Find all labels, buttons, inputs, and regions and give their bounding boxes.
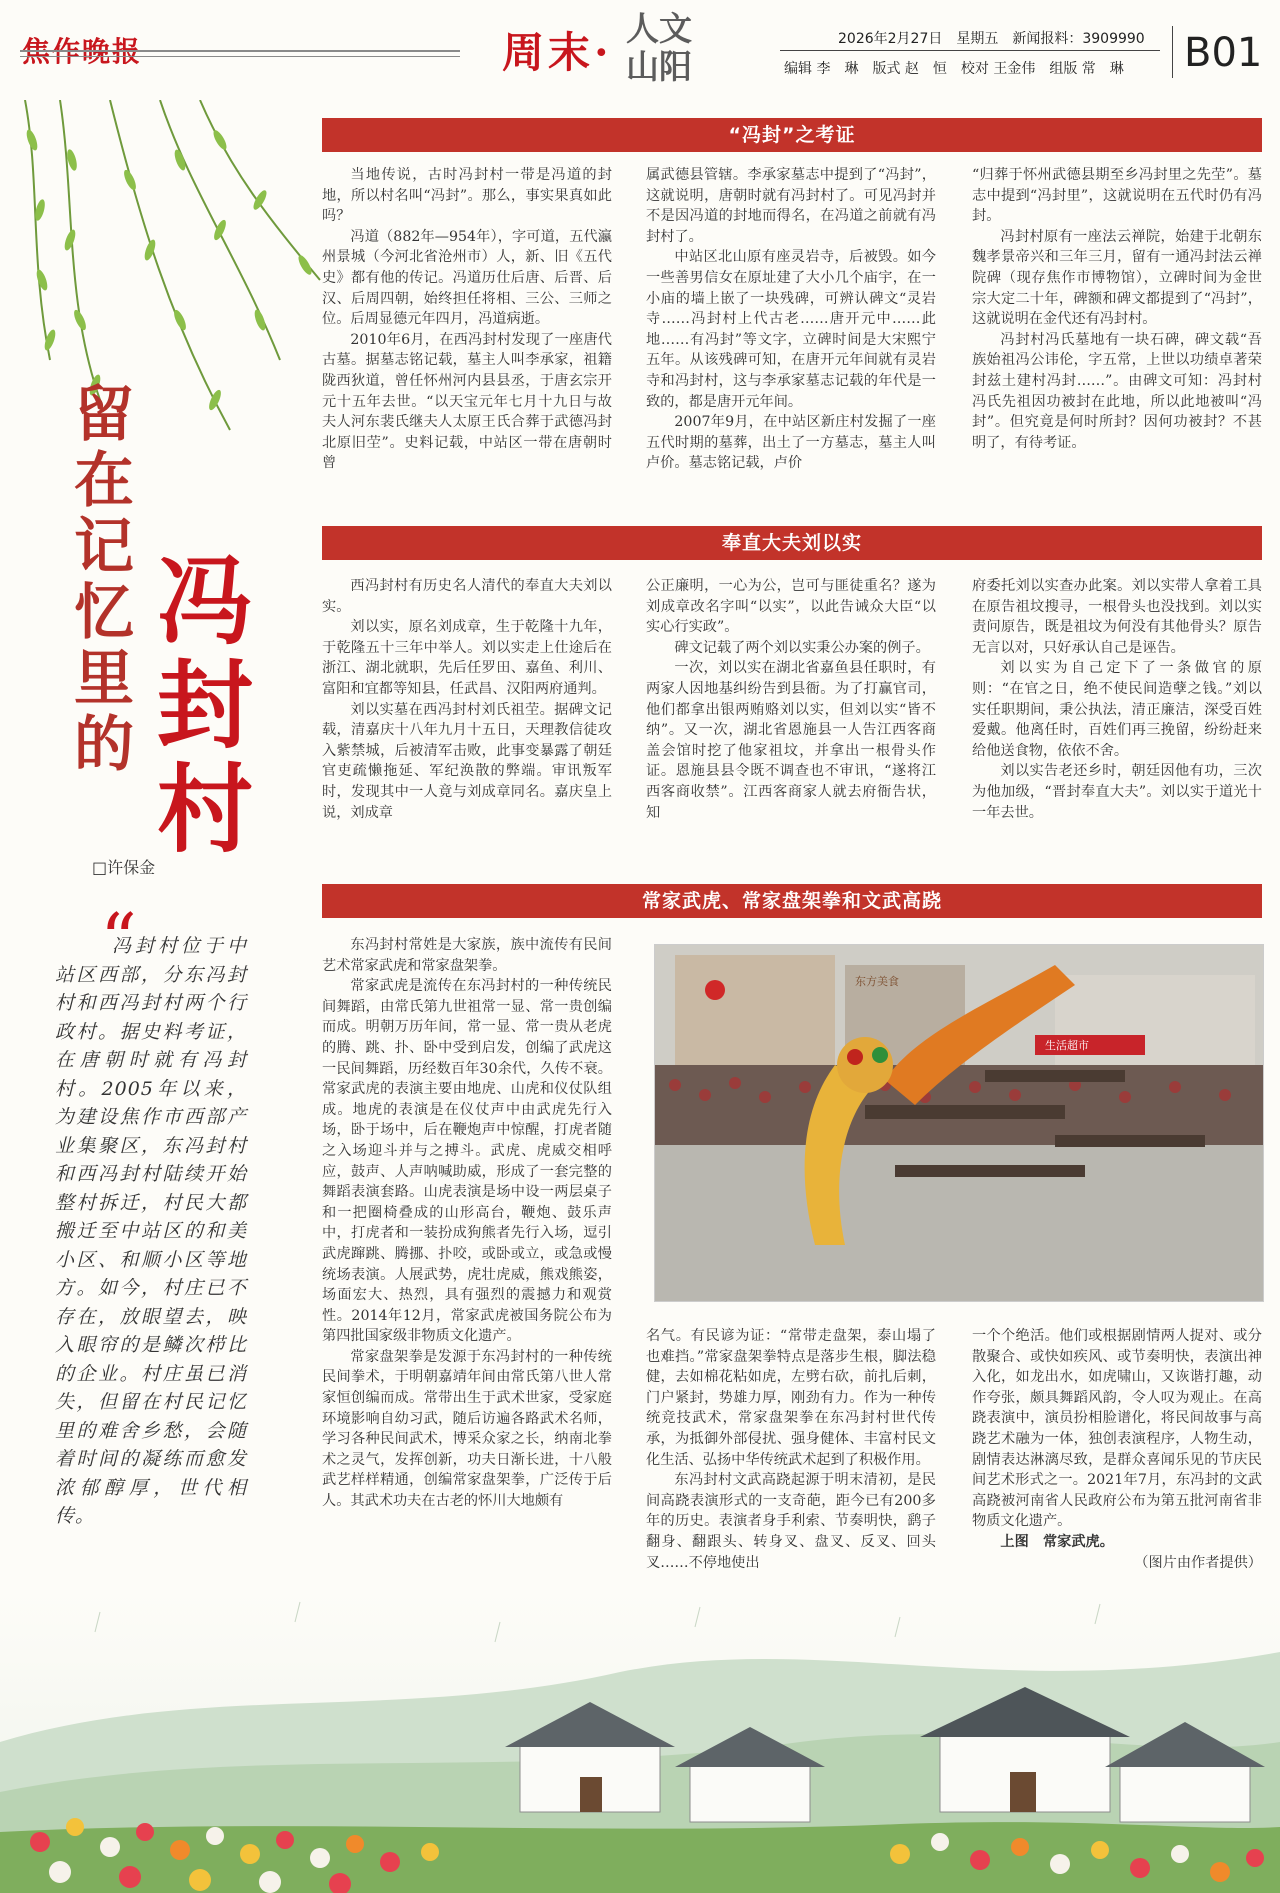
dateline: 2026年2月27日 星期五 新闻报料：3909990 <box>838 31 1145 47</box>
photo-caption: 上图 常家武虎。 <box>1000 1533 1114 1550</box>
paragraph: 碑文记载了两个刘以实秉公办案的例子。 <box>674 639 930 656</box>
editors-credit: 编辑 李 琳 版式 赵 恒 校对 王金伟 组版 常 琳 <box>784 61 1124 77</box>
header-divider <box>1172 26 1173 78</box>
paragraph: 当地传说，古时冯封村一带是冯道的封地，所以村名叫“冯封”。那么，事实果真如此吗？ <box>322 167 612 225</box>
section-name-line: 山阳 <box>626 47 692 86</box>
article-column <box>972 1326 1262 1573</box>
paragraph: 2010年6月，在西冯封村发现了一座唐代古墓。据墓志铭记载，墓主人叫李承家，祖籍陇西狄道，曾任怀州河内县县丞，于唐玄宗开元十五年去世。“以天宝元年七月十九日与故夫人河东裴氏继夫人太原王氏合葬于武德冯封北原旧茔”。史料记载，中站区一带在唐朝时曾 <box>322 331 612 472</box>
paragraph: 冯道（882年—954年），字可道，五代瀛州景城（今河北省沧州市）人，新、旧《五代史》都有他的传记。冯道历仕后唐、后晋、后汉、后周四朝，始终担任将相、三公、三师之位。后周显德元年四月，冯道病逝。 <box>322 228 612 328</box>
paragraph: 刘以实墓在西冯封村刘氏祖茔。据碑文记载，清嘉庆十八年九月十五日，天理教信徒攻入紫禁城，后被清军击败，此事变暴露了朝廷官吏疏懒拖延、军纪涣散的弊端。审讯叛军时，发现其中一人竟与刘成章同名。嘉庆皇上说，刘成章 <box>322 701 612 821</box>
paragraph: 东冯封村文武高跷起源于明末清初，是民间高跷表演形式的一支奇葩，距今已有200多年的历史。表演者身手利索、节奏明快，鹞子翻身、翻跟头、转身叉、盘叉、反叉、回头叉……不停地使出 <box>646 1472 936 1571</box>
section-name-line: 人文 <box>626 9 692 48</box>
paragraph: 属武德县管辖。李承家墓志中提到了“冯封”，这就说明，唐朝时就有冯封村了。可见冯封并不是因冯道的封地而得名，在冯道之前就有冯封村了。 <box>646 167 936 245</box>
article-column <box>322 935 612 1512</box>
paragraph: 刘以实，原名刘成章，生于乾隆十九年，于乾隆五十三年中举人。刘以实走上仕途后在浙江、湖北就职，先后任罗田、嘉鱼、利川、富阳和宜都等知县，任武昌、汉阳两府通判。 <box>322 619 612 697</box>
article-column <box>646 1326 936 1573</box>
header-rule <box>20 50 460 52</box>
article-column <box>972 165 1262 453</box>
photo-sign: 生活超市 <box>1045 1039 1089 1052</box>
section-title-bar: 奉直大夫刘以实 <box>322 526 1262 560</box>
paragraph: 2007年9月，在中站区新庄村发掘了一座五代时期的墓葬，出土了一方墓志，墓主人叫卢价。墓志铭记载，卢价 <box>646 414 936 472</box>
village-flower-illustration <box>0 1592 1280 1893</box>
paragraph: 西冯封村有历史名人清代的奉直大夫刘以实。 <box>322 578 612 615</box>
headline-part-1: 留在记忆里的 <box>74 380 134 780</box>
section-title-bar: 常家武虎、常家盘架拳和文武高跷 <box>322 884 1262 918</box>
paragraph: 冯封村冯氏墓地有一块石碑，碑文载“吾族始祖冯公讳伦，字五常，上世以功绩卓著荣封兹土建村冯封……”。由碑文可知：冯封村冯氏先祖因功被封在此地，所以此地被叫“冯封”。但究竟是何时所封？因何功被封？不甚明了，有待考证。 <box>972 331 1262 451</box>
article-column <box>322 576 612 823</box>
header-rule <box>780 50 1160 51</box>
article-column <box>646 165 936 474</box>
article-column <box>322 165 612 474</box>
paragraph: 一次，刘以实在湖北省嘉鱼县任职时，有两家人因地基纠纷告到县衙。为了打赢官司，他们都拿出银两贿赂刘以实，但刘以实“皆不纳”。又一次，湖北省恩施县一人告江西客商盖会馆时挖了他家祖坟，并拿出一根骨头作证。恩施县县令既不调查也不审讯，“遂将江西客商收禁”。江西客商家人就去府衙告状，知 <box>646 660 936 821</box>
paragraph: 府委托刘以实查办此案。刘以实带人拿着工具在原告祖坟搜寻，一根骨头也没找到。刘以实责问原告，既是祖坟为何没有其他骨头？原告无言以对，只好承认自己是诬告。 <box>972 578 1262 656</box>
paragraph: 常家盘架拳是发源于东冯封村的一种传统民间拳术，于明朝嘉靖年间由常氏第八世人常家恒创编而成。常带出生于武术世家，受家庭环境影响自幼习武，随后访遍各路武术名师，学习各种民间武术，博采众家之长，纳南北拳术之灵气，发挥创新，功夫日渐长进，十八般武艺样样精通，创编常家盘架拳，广泛传于后人。其武术功夫在古老的怀川大地颇有 <box>322 1348 612 1510</box>
paragraph: 公正廉明，一心为公，岂可与匪徒重名？遂为刘成章改名字叫“以实”，以此告诫众大臣“以实心行实政”。 <box>646 578 936 636</box>
paragraph: 名气。有民谚为证：“常带走盘架，泰山塌了也难挡。”常家盘架拳特点是落步生根，脚法稳健，去如棉花粘如虎，左劈右砍，前扎后刺，门户紧封，势雄力厚，刚劲有力。作为一种传统竞技武术，常家盘架拳在东冯封村世代传承，为抵御外部侵扰、强身健体、丰富村民文化生活、弘扬中华传统武术起到了积极作用。 <box>646 1328 936 1468</box>
weekend-label: 周末· <box>502 28 613 77</box>
page-number: B01 <box>1184 30 1263 76</box>
paragraph: “归葬于怀州武德县期至乡冯封里之先茔”。墓志中提到“冯封里”，这就说明在五代时仍有冯封。 <box>972 167 1262 225</box>
paragraph: 刘以实告老还乡时，朝廷因他有功，三次为他加级，“晋封奉直大夫”。刘以实于道光十一年去世。 <box>972 763 1262 821</box>
paragraph: 东冯封村常姓是大家族，族中流传有民间艺术常家武虎和常家盘架拳。 <box>322 937 612 974</box>
paragraph: 冯封村原有一座法云禅院，始建于北朝东魏孝景帝兴和三年三月，留有一通冯封法云禅院碑（现存焦作市博物馆），立碑时间为金世宗大定二十年，碑额和碑文都提到了“冯封”，这就说明在金代还有冯封村。 <box>972 228 1262 328</box>
header-rule <box>20 56 460 57</box>
tiger-dance-photo <box>654 944 1264 1302</box>
article-column <box>646 576 936 823</box>
section-title-bar: “冯封”之考证 <box>322 118 1262 152</box>
article-column <box>972 576 1262 823</box>
quote-mark: “ <box>100 898 137 982</box>
paragraph: 一个个绝活。他们或根据剧情两人捉对、或分散聚合、或快如疾风、或节奏明快，表演出神入化，如龙出水，如虎啸山，又诙谐打趣，动作夸张，颇具舞蹈风韵，令人叹为观止。在高跷表演中，演员扮相脸谱化，将民间故事与高跷艺术融为一体，独创表演程序，人物生动，剧情表达淋漓尽致，是群众喜闻乐见的节庆民间艺术形式之一。2021年7月，东冯封的文武高跷被河南省人民政府公布为第五批河南省非物质文化遗产。 <box>972 1328 1262 1530</box>
paragraph: 常家武虎是流传在东冯封村的一种传统民间舞蹈，由常氏第九世祖常一显、常一贵创编而成。明朝万历年间，常一显、常一贵从老虎的腾、跳、扑、卧中受到启发，创编了武虎这一民间舞蹈，历经数百年30余代，久传不衰。常家武虎的表演主要由地虎、山虎和仪仗队组成。地虎的表演是在仪仗声中由武虎先行入场，卧于场中，后在鞭炮声中惊醒，打虎者随之入场迎斗并与之搏斗。武虎、虎威交相呼应，鼓声、人声呐喊助威，形成了一套完整的舞蹈表演套路。山虎表演是场中设一两层桌子和一把圈椅叠成的山形高台，鞭炮、鼓乐声中，打虎者和一装扮成狗熊者先行入场，逗引武虎蹿跳、腾挪、扑咬，或卧或立，或急或慢统场表演。人展武势，虎壮虎威，熊戏熊姿，场面宏大、热烈，具有强烈的震撼力和观赏性。2014年12月，常家武虎被国务院公布为第四批国家级非物质文化遗产。 <box>322 978 612 1345</box>
headline-part-2: 冯封村 <box>157 545 253 866</box>
intro-paragraph: 冯封村位于中站区西部，分东冯封村和西冯封村两个行政村。据史料考证，在唐朝时就有冯封村。2005年以来，为建设焦作市西部产业集聚区，东冯封村和西冯封村陆续开始整村拆迁，村民大都搬迁至中站区的和美小区、和顺小区等地方。如今，村庄已不存在，放眼望去，映入眼帘的是鳞次栉比的企业。村庄虽已消失，但留在村民记忆里的难舍乡愁，会随着时间的凝练而愈发浓郁醇厚，世代相传。 <box>55 935 247 1527</box>
photo-illustration <box>655 945 1263 1301</box>
section-name <box>622 10 696 86</box>
photo-credit: （图片由作者提供） <box>1134 1554 1262 1571</box>
byline: □许保金 <box>92 858 156 877</box>
paragraph: 中站区北山原有座灵岩寺，后被毁。如今一些善男信女在原址建了大小几个庙宇，在一小庙的墙上嵌了一块残碑，可辨认碑文“灵岩寺……冯封村上代古老……唐开元中……此地……有冯封”等文字，立碑时间是大宋熙宁五年。从该残碑可知，在唐开元年间就有灵岩寺和冯封村，这与李承家墓志记载的年代是一致的，都是唐开元年间。 <box>646 249 936 410</box>
paragraph: 刘以实为自己定下了一条做官的原则：“在官之日，绝不使民间造孽之钱。”刘以实任职期间，秉公执法，清正廉洁，深受百姓爱戴。他离任时，百姓们再三挽留，纷纷赶来给他送食物，依依不舍。 <box>972 660 1262 759</box>
photo-sign: 东方美食 <box>855 975 899 988</box>
